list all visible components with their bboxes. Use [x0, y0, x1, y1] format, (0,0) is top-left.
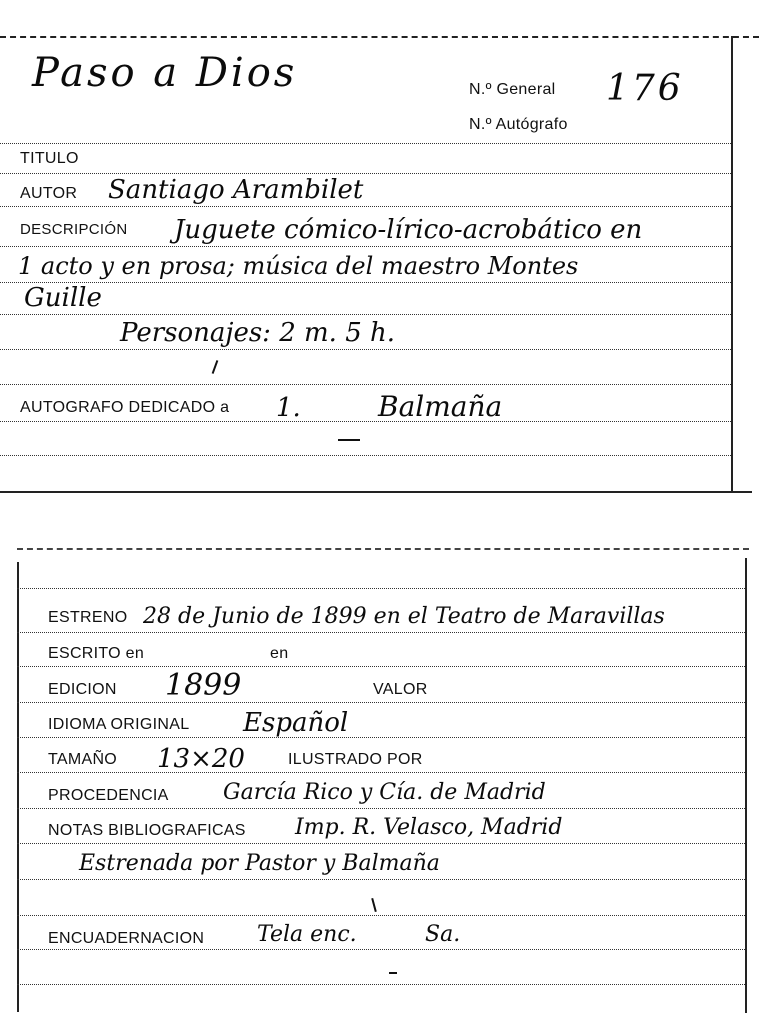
escrito-label: ESCRITO en — [48, 645, 145, 662]
card-top-edge — [17, 548, 749, 550]
dedicado-value-name: Balmaña — [378, 390, 503, 423]
ilustrado-label: ILUSTRADO POR — [288, 751, 423, 768]
rule-line — [17, 632, 745, 633]
ink-mark — [212, 360, 219, 374]
titulo-label: TITULO — [20, 150, 79, 167]
tamano-value: 13×20 — [157, 744, 245, 774]
tamano-label: TAMAÑO — [48, 751, 118, 768]
escrito-en-label: en — [270, 645, 289, 662]
card-right-edge — [731, 36, 733, 491]
rule-line — [0, 349, 731, 350]
ink-mark — [389, 972, 397, 974]
encuadernacion-value-2: Sa. — [425, 922, 461, 947]
estreno-label: ESTRENO — [48, 609, 128, 626]
descripcion-line-1: Juguete cómico-lírico-acrobático en — [174, 215, 643, 245]
descripcion-line-4: Personajes: 2 m. 5 h. — [120, 318, 396, 348]
card-bottom-edge — [0, 491, 752, 493]
catalog-card-bottom — [17, 548, 749, 1018]
estreno-value: 28 de Junio de 1899 en el Teatro de Maravillas — [143, 604, 665, 629]
rule-line — [17, 984, 745, 985]
rule-line — [0, 282, 731, 283]
idioma-value: Español — [243, 708, 349, 738]
rule-line — [0, 314, 731, 315]
edicion-label: EDICION — [48, 681, 117, 698]
rule-line — [17, 949, 745, 950]
catalog-card-top — [0, 0, 759, 495]
rule-line — [17, 702, 745, 703]
notas-value: Imp. R. Velasco, Madrid — [295, 815, 563, 840]
rule-line — [0, 143, 731, 144]
rule-line — [0, 455, 731, 456]
card-top-edge — [0, 36, 759, 38]
edicion-value: 1899 — [165, 668, 242, 703]
rule-line — [17, 588, 745, 589]
ink-mark — [371, 898, 377, 912]
general-number-value: 176 — [606, 68, 684, 109]
rule-line — [0, 173, 731, 174]
ink-mark — [338, 439, 360, 441]
rule-line — [17, 843, 745, 844]
card-left-edge — [17, 562, 19, 1012]
descripcion-line-3: Guille — [24, 283, 102, 313]
notas-line-2: Estrenada por Pastor y Balmaña — [79, 851, 440, 876]
rule-line — [17, 666, 745, 667]
dedicado-label: AUTOGRAFO DEDICADO a — [20, 399, 230, 416]
procedencia-value: García Rico y Cía. de Madrid — [223, 780, 546, 805]
descripcion-line-2: 1 acto y en prosa; música del maestro Montes — [18, 252, 579, 280]
autor-value: Santiago Arambilet — [108, 175, 364, 205]
rule-line — [17, 879, 745, 880]
card-right-edge — [745, 558, 747, 1013]
rule-line — [0, 421, 731, 422]
encuadernacion-value: Tela enc. — [257, 922, 357, 947]
rule-line — [0, 246, 731, 247]
title-handwritten: Paso a Dios — [32, 50, 298, 96]
general-number-label: N.º General — [469, 81, 556, 98]
rule-line — [17, 808, 745, 809]
idioma-label: IDIOMA ORIGINAL — [48, 716, 190, 733]
autor-label: AUTOR — [20, 185, 78, 202]
valor-label: VALOR — [373, 681, 428, 698]
rule-line — [17, 915, 745, 916]
dedicado-value-number: 1. — [276, 393, 301, 423]
encuadernacion-label: ENCUADERNACION — [48, 930, 205, 947]
rule-line — [17, 737, 745, 738]
rule-line — [0, 206, 731, 207]
rule-line — [0, 384, 731, 385]
rule-line — [17, 772, 745, 773]
autografo-number-label: N.º Autógrafo — [469, 116, 568, 133]
descripcion-label: DESCRIPCIÓN — [20, 221, 128, 238]
notas-label: NOTAS BIBLIOGRAFICAS — [48, 822, 246, 839]
procedencia-label: PROCEDENCIA — [48, 787, 169, 804]
